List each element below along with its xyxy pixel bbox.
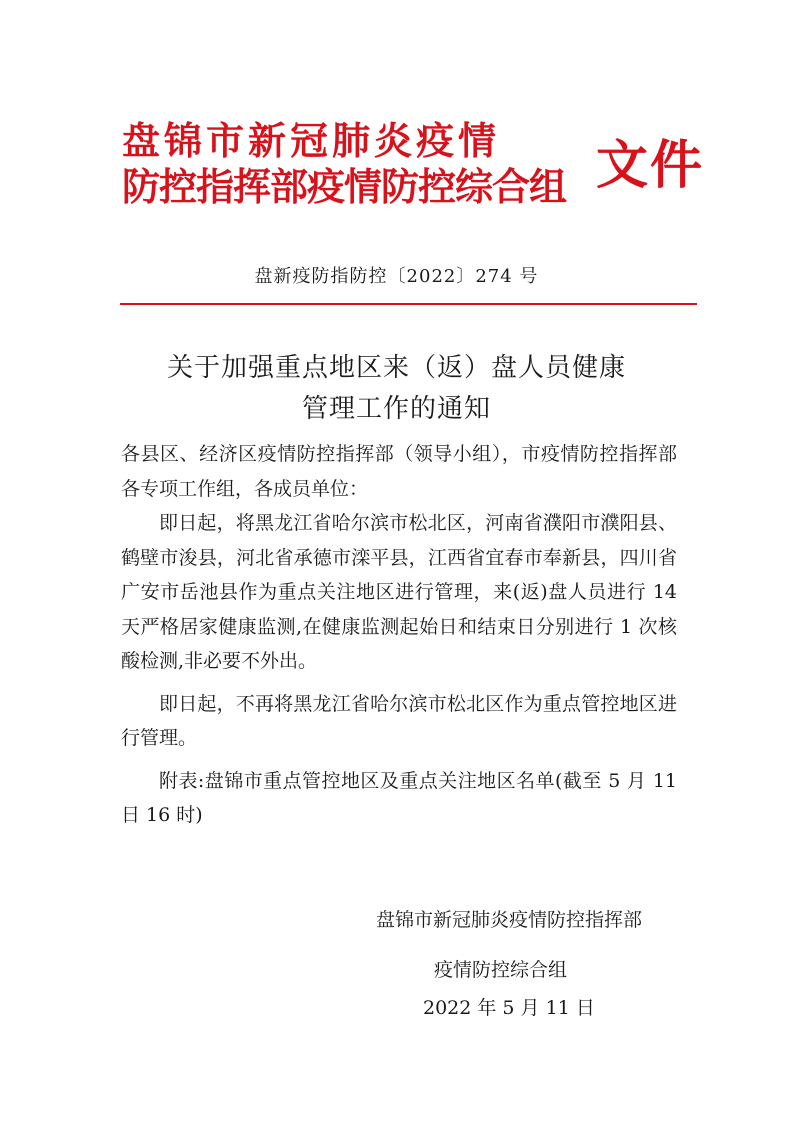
body-paragraph-2: 即日起，不再将黑龙江省哈尔滨市松北区作为重点管控地区进行管理。 [121, 692, 677, 749]
notice-body [121, 437, 677, 833]
signature-date: 2022 年 5 月 11 日 [423, 997, 595, 1019]
signature-org-line1: 盘锦市新冠肺炎疫情防控指挥部 [376, 909, 643, 931]
header-file-label: 文件 [596, 136, 705, 196]
attachment-note: 附表:盘锦市重点管控地区及重点关注地区名单(截至 5 月 11 日 16 时) [121, 769, 677, 826]
header-divider [120, 303, 697, 305]
document-number: 盘新疫防指防控〔2022〕274 号 [254, 266, 539, 287]
notice-title-line2: 管理工作的通知 [301, 394, 491, 424]
salutation: 各县区、经济区疫情防控指挥部（领导小组），市疫情防控指挥部各专项工作组，各成员单位： [121, 443, 677, 500]
header-title-line1: 盘锦市新冠肺炎疫情 [122, 119, 501, 163]
signature-org-line2: 疫情防控综合组 [434, 959, 568, 981]
header-title-line2: 防控指挥部疫情防控综合组 [122, 165, 567, 209]
body-paragraph-1: 即日起，将黑龙江省哈尔滨市松北区，河南省濮阳市濮阳县、鹤壁市浚县，河北省承德市滦平县，江西省宜春市奉新县，四川省广安市岳池县作为重点关注地区进行管理，来(返)盘人员进行 14 天严格居家健康监测,在健康监测起始日和结束日分别进行 1 次核酸检测,非必要不外出。 [121, 512, 677, 672]
notice-title-line1: 关于加强重点地区来（返）盘人员健康 [166, 353, 626, 383]
